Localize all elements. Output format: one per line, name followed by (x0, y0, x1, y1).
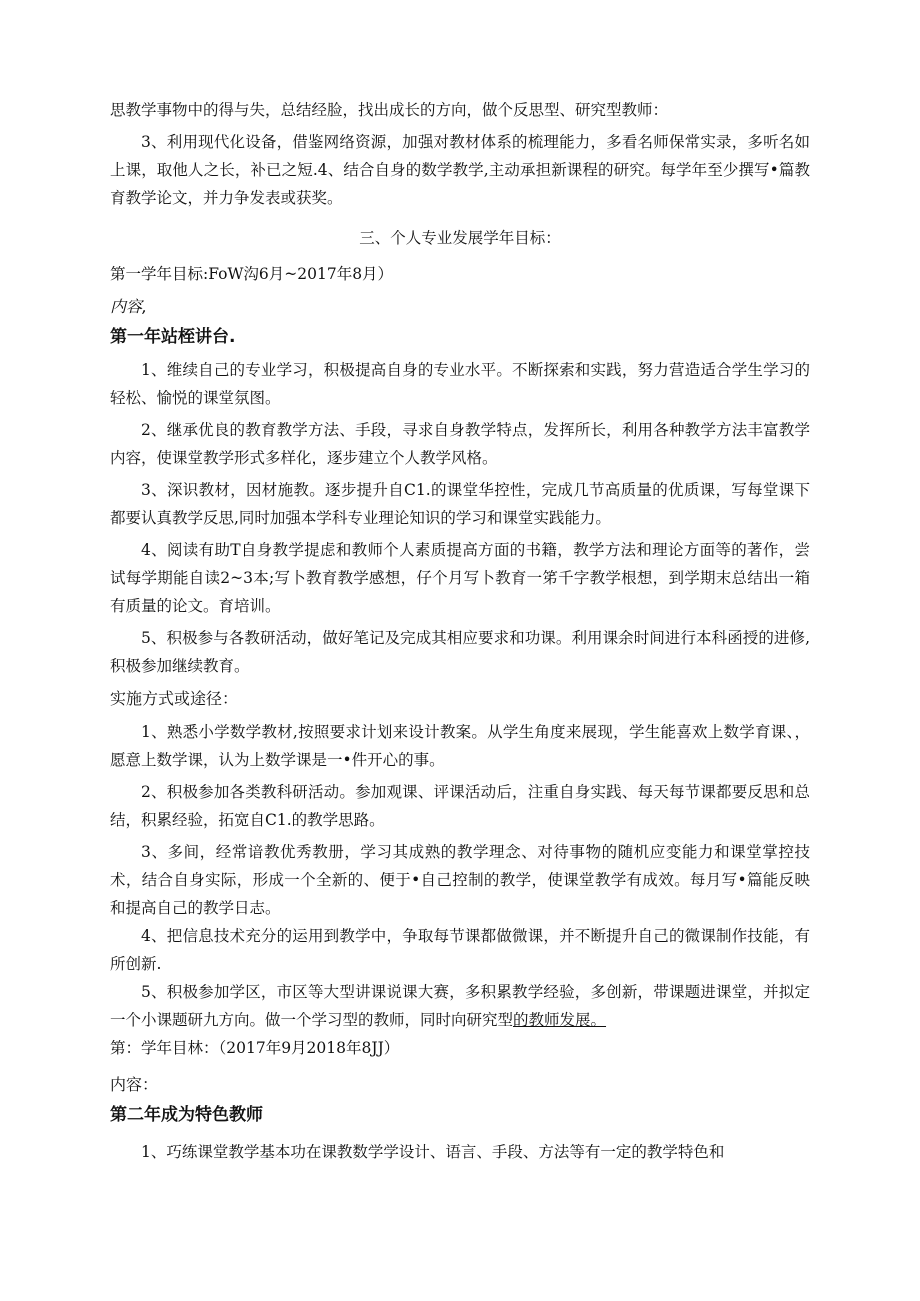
paragraph-item: 1、巧练课堂教学基本功在课教数学学设计、语言、手段、方法等有一定的教学特色和 (141, 1143, 725, 1161)
content-label: 内容, (110, 297, 148, 316)
document-body (110, 96, 810, 1166)
paragraph-text: 5、积极参加学区，市区等大型讲课说课大赛，多积累教学经验，多创新，带课题进课堂，并拟定一个小课题研九方向。做一个学习型的教师，同时向研究型 (110, 983, 810, 1029)
paragraph-item: 3、利用现代化设备，借鉴网络资源，加强对教材体系的梳理能力，多看名师保常实录，多听名如上课，取他人之长，补已之短.4、结合自身的数学教学,主动承担新课程的研究。每学年至少撰写•篇教育教学论文，并力争发表或获奖。 (110, 133, 810, 207)
method-heading: 实施方式或途径： (110, 689, 239, 708)
underlined-text: 的教师发展。 (513, 1011, 607, 1029)
paragraph-item: 1、熟悉小学数学教材,按照要求计划来设计教案。从学生角度来展现，学生能喜欢上数学育课、，愿意上数学课，认为上数学课是一•件开心的事。 (110, 723, 810, 769)
content-label: 内容： (110, 1075, 159, 1094)
paragraph-item (110, 978, 810, 1034)
section-heading: 三、个人专业发展学年目标： (359, 229, 561, 247)
paragraph-item: 2、继承优良的教育教学方法、手段，寻求自身教学特点，发挥所长，利用各种教学方法丰富教学内容，使课堂教学形式多样化，逐步建立个人教学风格。 (110, 421, 810, 467)
paragraph-item: 4、阅读有助T自身教学提虑和教师个人素质提高方面的书籍，教学方法和理论方面等的著作，尝试每学期能自读2~3本;写卜教育教学感想，仔个月写卜教育一笫千字教学根想，到学期末总结出一箱有质量的论文。育培训。 (110, 541, 810, 615)
paragraph-continuation: 思教学事物中的得与失，总结经脸，找出成长的方向，做个反思型、研究型教师： (110, 101, 669, 119)
paragraph-item: 3、深识教材，因材施教。逐步提升自C1.的课堂华控性，完成几节高质量的优质课，写每堂课下都要认真教学反思,同时加强本学科专业理论知识的学习和课堂实践能力。 (110, 481, 810, 527)
paragraph-item: 5、积极参与各教研活动，做好笔记及完成其相应要求和功课。利用课余时间进行本科函授的进修,积极参加继续教育。 (110, 629, 810, 675)
paragraph-item: 2、积极参加各类教科研活动。参加观课、评课活动后，注重自身实践、每天每节课都要反思和总结，积累经验，拓宽自C1.的教学思路。 (110, 783, 810, 829)
paragraph-item: 4、把信息技术充分的运用到教学中，争取每节课都做微课，并不断提升自己的微课制作技能，有所创新. (110, 927, 810, 973)
year-goal-line: 第：学年目林：（2017年9月2018年8JJ） (110, 1039, 400, 1057)
paragraph-item: 3、多间，经常谙教优秀教册，学习其成熟的教学理念、对待事物的随机应变能力和课堂掌控技术，结合自身实际，形成一个全新的、便于•自己控制的教学，使课堂教学有成效。每月写•篇能反映和提高自己的教学日志。 (110, 843, 810, 917)
paragraph-item: 1、维续自己的专业学习，积极提高自身的专业水平。不断探索和实践，努力营造适合学生学习的轻松、愉悦的课堂氛图。 (110, 361, 810, 407)
year-goal-line: 第一学年目标:FoW沟6月~2017年8月） (110, 265, 394, 283)
year-title: 第二年成为特色教师 (110, 1105, 263, 1125)
year-title: 第一年站桎讲台. (110, 327, 236, 347)
